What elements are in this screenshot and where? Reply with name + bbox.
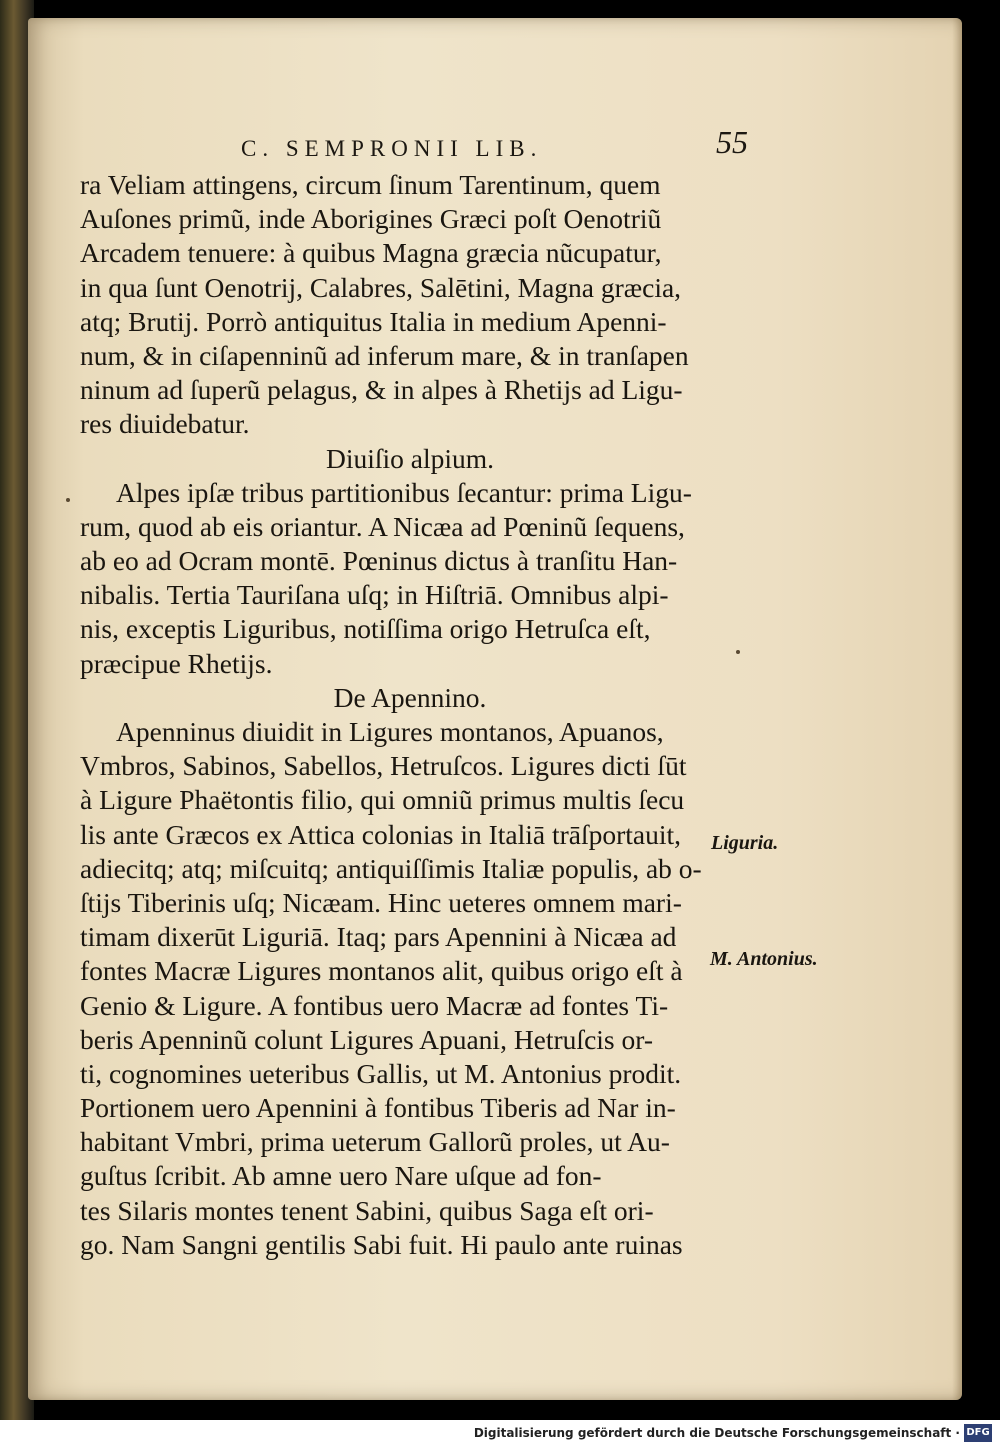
text-line: à Ligure Phaëtontis filio, qui omniũ primus multis ſecu [80, 784, 685, 816]
section-heading: De Apennino. [333, 681, 487, 713]
text-line: fontes Macræ Ligures montanos alit, quibus origo eſt à [80, 955, 683, 987]
text-line: res diuidebatur. [80, 408, 250, 440]
text-line: præcipue Rhetijs. [80, 647, 273, 679]
text-line: beris Apenninũ colunt Ligures Apuani, Hetruſcis or- [80, 1023, 654, 1055]
text-line: nis, exceptis Liguribus, notiſſima origo Hetruſca eſt, [80, 613, 651, 645]
text-line: lis ante Græcos ex Attica colonias in Italiā trāſportauit, [80, 818, 682, 850]
text-line: Genio & Ligure. A fontibus uero Macræ ad fontes Ti- [80, 989, 669, 1021]
text-line: in qua ſunt Oenotrij, Calabres, Salētini, Magna græcia, [80, 271, 682, 303]
text-line: guſtus ſcribit. Ab amne uero Nare uſque ad fon- [80, 1160, 602, 1192]
text-line: timam dixerūt Liguriā. Itaq; pars Apennini à Nicæa ad [80, 921, 677, 953]
book-page [28, 18, 962, 1400]
text-line: go. Nam Sangni gentilis Sabi fuit. Hi paulo ante ruinas [80, 1228, 683, 1260]
marginal-note-liguria: Liguria. [711, 832, 779, 854]
text-line: adiecitq; atq; miſcuitq; antiquiſſimis Italiæ populis, ab o- [80, 852, 702, 884]
text-line: Auſones primũ, inde Aborigines Græci poſt Oenotriũ [80, 203, 662, 235]
text-line: Alpes ipſæ tribus partitionibus ſecantur: prima Ligu- [116, 476, 692, 508]
text-line: ab eo ad Ocram montē. Pœninus dictus à tranſitu Han- [80, 545, 678, 577]
ink-speck [66, 498, 70, 502]
text-line: num, & in ciſapenninũ ad inferum mare, & in tranſapen [80, 339, 689, 371]
page-edge [952, 18, 962, 1400]
funding-credit: Digitalisierung gefördert durch die Deutsche Forschungsgemeinschaft · [473, 1426, 960, 1440]
text-line: atq; Brutij. Porrò antiquitus Italia in medium Apenni- [80, 305, 667, 337]
footer-bar [0, 1420, 1000, 1448]
text-line: Portionem uero Apennini à fontibus Tiberis ad Nar in- [80, 1092, 676, 1124]
text-line: ninum ad ſuperũ pelagus, & in alpes à Rhetijs ad Ligu- [80, 374, 683, 406]
section-heading: Diuiſio alpium. [325, 442, 495, 474]
text-line: Arcadem tenuere: à quibus Magna græcia nũcupatur, [80, 237, 662, 269]
body-text [80, 168, 740, 1262]
text-line: ra Veliam attingens, circum ſinum Tarentinum, quem [80, 169, 661, 200]
text-line: habitant Vmbri, prima ueterum Gallorũ proles, ut Au- [80, 1126, 670, 1158]
page-number: 55 [716, 124, 748, 160]
text-line: rum, quod ab eis oriantur. A Nicæa ad Pœninũ ſequens, [80, 510, 685, 542]
marginal-note-antonius: M. Antonius. [710, 948, 818, 970]
page-header [28, 116, 962, 161]
text-line: ti, cognomines ueteribus Gallis, ut M. Antonius prodit. [80, 1057, 682, 1089]
running-head: C. SEMPRONII LIB. [241, 136, 543, 161]
dfg-logo: DFG [964, 1424, 992, 1442]
text-line: Vmbros, Sabinos, Sabellos, Hetruſcos. Ligures dicti ſūt [80, 750, 687, 782]
text-line: ſtijs Tiberinis uſq; Nicæam. Hinc ueteres omnem mari- [80, 886, 682, 918]
ink-speck [736, 650, 740, 654]
text-line: tes Silaris montes tenent Sabini, quibus Saga eſt ori- [80, 1194, 654, 1226]
text-line: Apenninus diuidit in Ligures montanos, Apuanos, [116, 716, 664, 747]
text-line: nibalis. Tertia Tauriſana uſq; in Hiſtriā. Omnibus alpi- [80, 579, 669, 611]
